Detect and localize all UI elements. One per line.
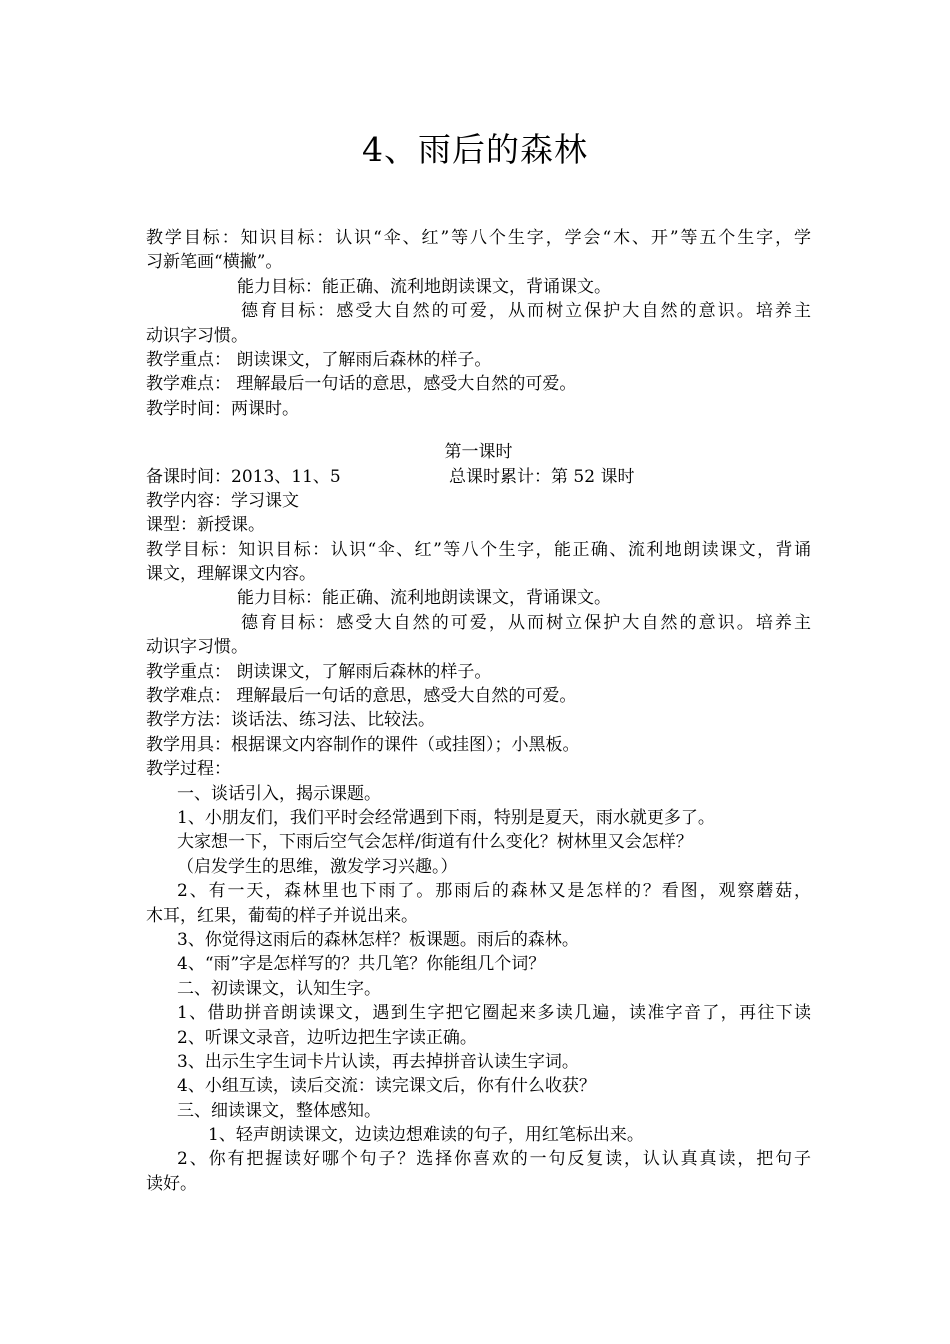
section-3-step-1: 1、轻声朗读课文，边读边想难读的句子，用红笔标出来。 <box>208 1125 644 1146</box>
section-1-step-4: 4、“雨”字是怎样写的？共几笔？你能组几个词？ <box>177 954 546 975</box>
lesson-goal-line2: 课文，理解课文内容。 <box>146 564 316 585</box>
process-label: 教学过程： <box>146 759 231 780</box>
section-1-step-1b: 大家想一下，下雨后空气会怎样/街道有什么变化？树林里又会怎样？ <box>177 832 693 853</box>
lesson-content: 教学内容：学习课文 <box>146 490 299 511</box>
prep-time: 备课时间：2013、11、5 <box>146 466 341 487</box>
section-2-step-3: 3、出示生字生词卡片认读，再去掉拼音认读生字词。 <box>177 1051 579 1072</box>
spacer <box>146 421 811 440</box>
intro-moral-line1: 德育目标：感受大自然的可爱，从而树立保护大自然的意识。培养主 <box>241 301 811 322</box>
section-1-step-2b: 木耳，红果，葡萄的样子并说出来。 <box>146 905 418 926</box>
lesson-moral-line2: 动识字习惯。 <box>146 637 248 658</box>
intro-teaching-time: 教学时间：两课时。 <box>146 398 299 419</box>
document-body <box>146 226 811 1196</box>
lesson-type: 课型：新授课。 <box>146 515 265 536</box>
lesson-heading: 第一课时 <box>444 442 513 463</box>
section-2-step-4: 4、小组互读，读后交流：读完课文后，你有什么收获？ <box>177 1076 596 1097</box>
section-1-step-1c: （启发学生的思维，激发学习兴趣。） <box>177 856 458 877</box>
lesson-tools: 教学用具：根据课文内容制作的课件（或挂图）；小黑板。 <box>146 734 580 755</box>
document-title: 4、雨后的森林 <box>362 130 588 169</box>
intro-ability-goal: 能力目标：能正确、流利地朗读课文，背诵课文。 <box>237 276 611 297</box>
intro-difficulty: 教学难点： 理解最后一句话的意思，感受大自然的可爱。 <box>146 374 577 395</box>
section-1-step-2a: 2、有一天，森林里也下雨了。那雨后的森林又是怎样的？看图，观察蘑菇， <box>177 881 811 902</box>
intro-moral-line2: 动识字习惯。 <box>146 325 248 346</box>
section-3-step-2a: 2、你有把握读好哪个句子？选择你喜欢的一句反复读，认认真真读，把句子 <box>177 1149 811 1170</box>
section-3-step-2b: 读好。 <box>146 1173 197 1194</box>
section-2-title: 二、初读课文，认知生字。 <box>177 978 381 999</box>
section-2-step-1: 1、借助拼音朗读课文，遇到生字把它圈起来多读几遍，读准字音了，再往下读 <box>177 1003 811 1024</box>
section-2-step-2: 2、听课文录音，边听边把生字读正确。 <box>177 1027 477 1048</box>
lesson-difficulty: 教学难点： 理解最后一句话的意思，感受大自然的可爱。 <box>146 686 577 707</box>
lesson-method: 教学方法：谈话法、练习法、比较法。 <box>146 710 435 731</box>
lesson-moral-line1: 德育目标：感受大自然的可爱，从而树立保护大自然的意识。培养主 <box>241 612 811 633</box>
lesson-goal-line1: 教学目标：知识目标：认识“伞、红”等八个生字，能正确、流利地朗读课文，背诵 <box>146 539 811 560</box>
total-lessons: 总课时累计：第 52 课时 <box>449 466 635 487</box>
section-1-step-1: 1、小朋友们，我们平时会经常遇到下雨，特别是夏天，雨水就更多了。 <box>177 807 715 828</box>
lesson-ability-goal: 能力目标：能正确、流利地朗读课文，背诵课文。 <box>237 588 611 609</box>
section-1-step-3: 3、你觉得这雨后的森林怎样？板课题。雨后的森林。 <box>177 929 579 950</box>
intro-key-point: 教学重点： 朗读课文，了解雨后森林的样子。 <box>146 349 492 370</box>
intro-goal-line2: 习新笔画“横撇”。 <box>146 252 283 273</box>
section-3-title: 三、细读课文，整体感知。 <box>177 1100 381 1121</box>
intro-goal-line1: 教学目标：知识目标：认识“伞、红”等八个生字，学会“木、开”等五个生字，学 <box>146 228 811 248</box>
section-1-title: 一、谈话引入，揭示课题。 <box>177 783 381 804</box>
lesson-meta-row <box>146 465 811 489</box>
lesson-key-point: 教学重点： 朗读课文，了解雨后森林的样子。 <box>146 661 492 682</box>
